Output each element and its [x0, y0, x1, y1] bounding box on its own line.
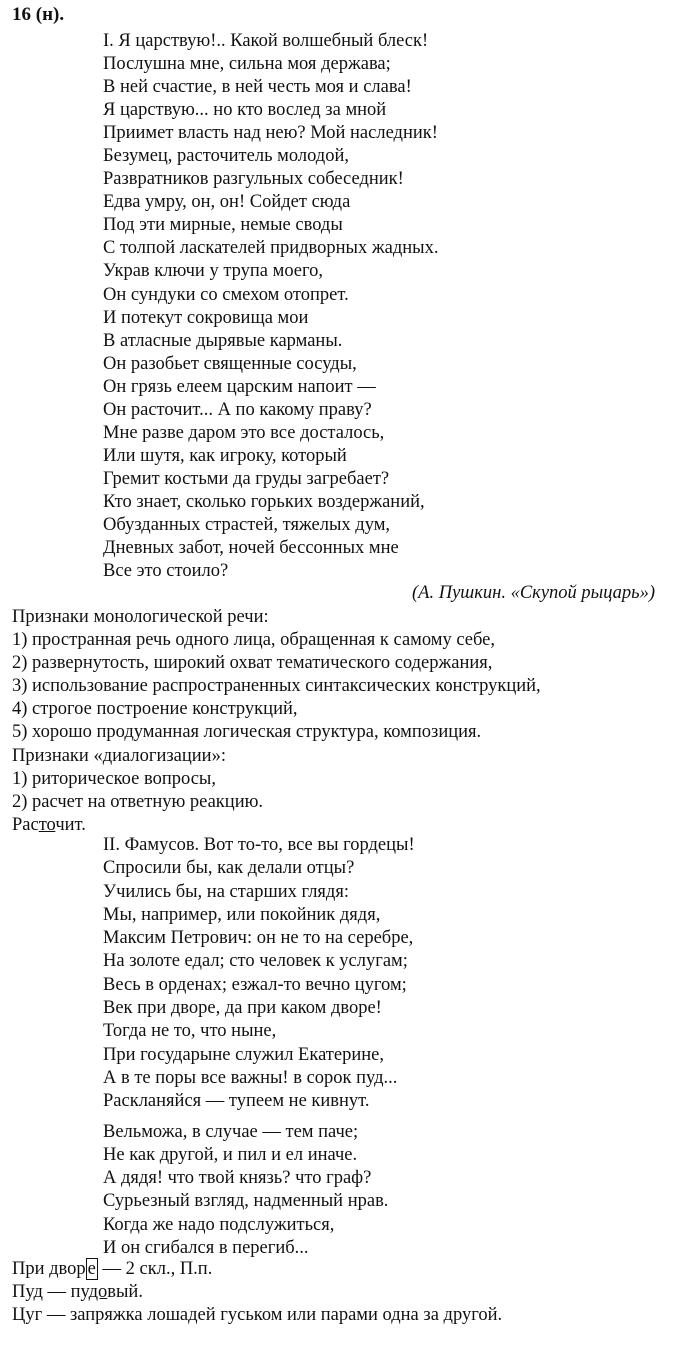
poem-line: Гремит костьми да груды загребает? — [103, 468, 390, 489]
poem-line: Он расточит... А по какому праву? — [103, 399, 372, 420]
note-part: вый. — [107, 1282, 143, 1302]
poem-line: А в те поры все важны! в сорок пуд... — [103, 1067, 398, 1088]
poem-line: В ней счастие, в ней честь моя и слава! — [103, 77, 412, 98]
poem-line: Мне разве даром это все досталось, — [103, 422, 385, 443]
poem-line: II. Фамусов. Вот то-то, все вы гордецы! — [103, 835, 415, 855]
poem-line: Едва умру, он, он! Сойдет сюда — [103, 192, 351, 213]
poem-line: Он грязь елеем царским напоит — — [103, 376, 376, 397]
poem-line: Он сундуки со смехом отопрет. — [103, 284, 349, 305]
poem-line: Мы, например, или покойник дядя, — [103, 904, 381, 925]
attribution: (А. Пушкин. «Скупой рыцарь») — [412, 583, 655, 603]
poem-line: Сурьезный взгляд, надменный нрав. — [103, 1191, 389, 1212]
poem-line: В атласные дырявые карманы. — [103, 330, 343, 351]
poem-line: Кто знает, сколько горьких воздержаний, — [103, 491, 425, 512]
notes-item: 1) пространная речь одного лица, обращенная к самому себе, — [12, 630, 495, 651]
notes-item: 1) риторическое вопросы, — [12, 768, 216, 789]
poem-excerpt-famusov — [103, 834, 415, 1260]
notes-item: 3) использование распространенных синтаксических конструкций, — [12, 676, 541, 697]
poem-line: Когда же надо подслужиться, — [103, 1214, 335, 1235]
word-part: чит. — [55, 814, 86, 835]
poem-line: I. Я царствую!.. Какой волшебный блеск! — [103, 31, 429, 51]
poem-line: Вельможа, в случае — тем паче; — [103, 1121, 359, 1142]
poem-line: Максим Петрович: он не то на серебре, — [103, 928, 414, 949]
poem-line: Развратников разгульных собеседник! — [103, 169, 404, 190]
note-pud — [12, 1281, 502, 1304]
poem-line: С толпой ласкателей придворных жадных. — [103, 238, 439, 259]
poem-line: Все это стоило? — [103, 561, 229, 582]
poem-line: Он разобьет священные сосуды, — [103, 353, 357, 374]
poem-line: Тогда не то, что ныне, — [103, 1021, 277, 1042]
poem-line: На золоте едал; сто человек к услугам; — [103, 951, 408, 972]
poem-line: Раскланяйся — тупеем не кивнут. — [103, 1091, 370, 1112]
notes-item: 4) строгое построение конструкций, — [12, 699, 298, 720]
poem-line: Под эти мирные, немые своды — [103, 215, 343, 236]
poem-line: Украв ключи у трупа моего, — [103, 261, 324, 282]
underlined-letters: то — [38, 814, 56, 835]
poem-line: Послушна мне, сильна моя держава; — [103, 54, 391, 75]
poem-line: Век при дворе, да при каком дворе! — [103, 998, 382, 1019]
poem-line: Спросили бы, как делали отцы? — [103, 858, 355, 879]
boxed-ending: е — [87, 1259, 96, 1279]
note-pri-dvore — [12, 1258, 502, 1281]
note-part: При двор — [12, 1259, 86, 1279]
vocabulary-notes — [12, 1258, 502, 1327]
underlined-letters: до — [88, 1282, 108, 1302]
notes-item: 2) развернутость, широкий охват тематического содержания, — [12, 653, 493, 674]
poem-line: Я царствую... но кто вослед за мной — [103, 100, 387, 121]
analysis-notes — [12, 606, 541, 837]
note-part: Пуд — пу — [12, 1282, 89, 1302]
notes-heading-dialogization: Признаки «диалогизации»: — [12, 745, 226, 766]
poem-line: Обузданных страстей, тяжелых дум, — [103, 514, 391, 535]
poem-line: Весь в орденах; езжал-то вечно цугом; — [103, 974, 407, 995]
notes-heading-monologue: Признаки монологической речи: — [12, 607, 269, 627]
poem-line: Безумец, расточитель молодой, — [103, 146, 349, 167]
poem-line: Учились бы, на старших глядя: — [103, 881, 349, 902]
notes-item: 5) хорошо продуманная логическая структура, композиция. — [12, 722, 482, 743]
note-part: — 2 скл., П.п. — [97, 1259, 213, 1279]
poem-excerpt-pushkin — [103, 30, 438, 583]
poem-line: А дядя! что твой князь? что граф? — [103, 1168, 372, 1189]
notes-item: 2) расчет на ответную реакцию. — [12, 791, 264, 812]
poem-line: Дневных забот, ночей бессонных мне — [103, 538, 399, 559]
poem-line: И он сгибался в перегиб... — [103, 1238, 309, 1259]
poem-line: Не как другой, и пил и ел иначе. — [103, 1144, 358, 1165]
poem-line: И потекут сокровища мои — [103, 307, 309, 328]
poem-line: Или шутя, как игроку, который — [103, 445, 347, 466]
poem-line: При государыне служил Екатерине, — [103, 1044, 384, 1065]
exercise-number: 16 (н). — [12, 4, 65, 25]
note-tsug: Цуг — запряжка лошадей гуськом или парами одна за другой. — [12, 1305, 503, 1325]
poem-line: Приимет власть над нею? Мой наследник! — [103, 123, 438, 144]
word-part: Рас — [12, 814, 39, 835]
